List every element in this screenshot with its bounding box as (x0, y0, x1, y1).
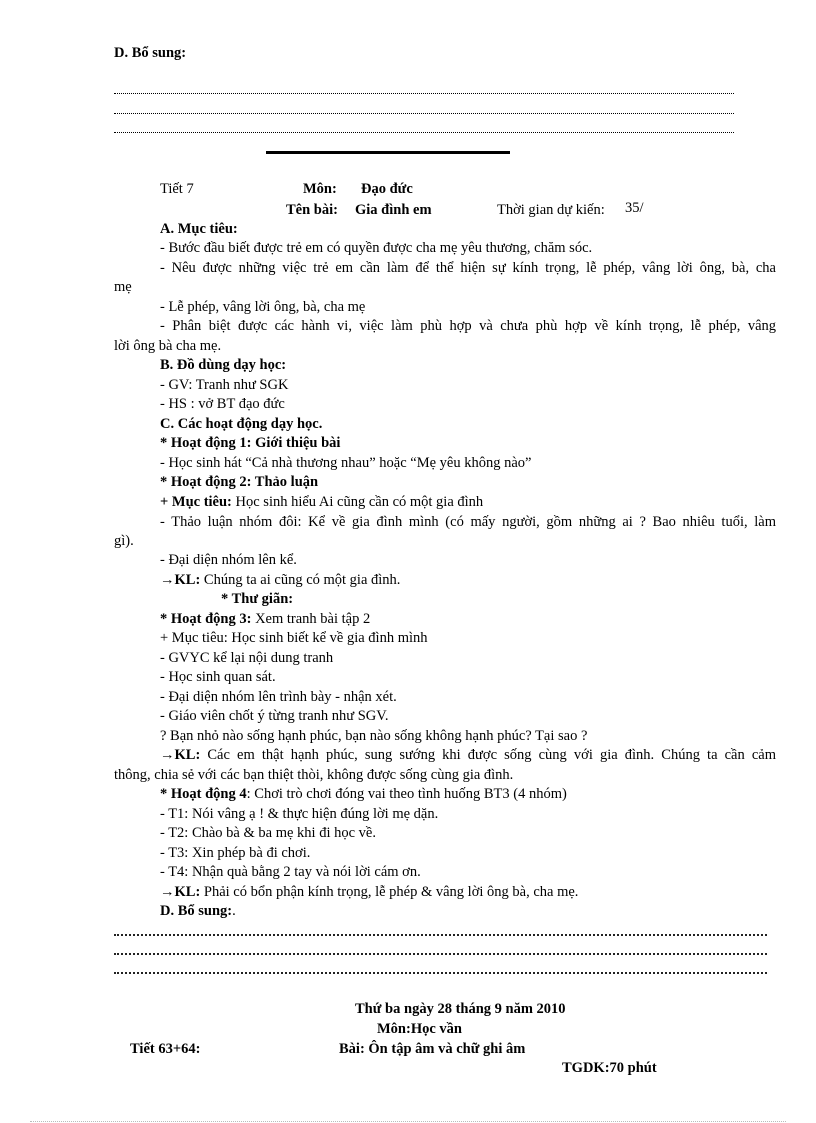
goal-text: Học sinh hiểu Ai cũng cần có một gia đình (231, 494, 484, 510)
activity-line-cont: gì). (114, 533, 134, 549)
activity-3-title: Xem tranh bài tập 2 (251, 611, 371, 627)
activity-3-heading-row (160, 610, 370, 628)
conclusion (160, 883, 578, 901)
material-item: - GV: Tranh như SGK (160, 377, 289, 393)
objective-item: - Lễ phép, vâng lời ông, bà, cha mẹ (160, 299, 366, 315)
objective-item: - Bước đầu biết được trẻ em có quyền được cha mẹ yêu thương, chăm sóc. (160, 240, 593, 256)
activity-3-heading: * Hoạt động 3: (160, 611, 252, 627)
dotted-line (114, 132, 734, 135)
date-heading: Thứ ba ngày 28 tháng 9 năm 2010 (355, 1001, 566, 1017)
next-lesson: Bài: Ôn tập âm và chữ ghi âm (339, 1041, 526, 1057)
next-duration: TGDK:70 phút (562, 1060, 657, 1076)
activity-line: - Đại diện nhóm lên kể. (160, 552, 297, 568)
activity-line: - T1: Nói vâng ạ ! & thực hiện đúng lời mẹ dặn. (160, 806, 439, 822)
dotted-line (114, 972, 767, 976)
next-period: Tiết 63+64: (130, 1041, 201, 1057)
activity-2-heading: * Hoạt động 2: Thảo luận (160, 474, 319, 490)
supplement-row (160, 902, 236, 920)
activity-line: - GVYC kể lại nội dung tranh (160, 650, 334, 666)
section-divider (266, 151, 510, 154)
activity-goal: + Mục tiêu: Học sinh biết kể về gia đình mình (160, 630, 428, 646)
dotted-line (114, 93, 734, 96)
supplement-dot: . (232, 903, 236, 919)
page-edge (30, 1121, 786, 1122)
objectives-heading: A. Mục tiêu: (160, 221, 238, 237)
activity-4-heading-row (160, 785, 567, 803)
activity-line: - Thảo luận nhóm đôi: Kể về gia đình mình (có mấy người, gồm những ai ? Bao nhiêu tuổi, làm (160, 514, 776, 530)
time-label: Thời gian dự kiến: (497, 202, 605, 218)
activity-line: - T3: Xin phép bà đi chơi. (160, 845, 311, 861)
activities-heading: C. Các hoạt động dạy học. (160, 416, 323, 432)
title-value: Gia đình em (355, 202, 432, 218)
subject-label: Môn: (303, 181, 337, 197)
activity-line: - Học sinh quan sát. (160, 669, 276, 685)
relax-heading: * Thư giãn: (221, 591, 294, 607)
conclusion (160, 571, 400, 589)
conclusion-text: Các em thật hạnh phúc, sung sướng khi được sống cùng với gia đình. Chúng ta cần cảm (200, 747, 776, 763)
activity-line: - Giáo viên chốt ý từng tranh như SGV. (160, 708, 389, 724)
activity-4-heading: * Hoạt động 4 (160, 786, 247, 802)
material-item: - HS : vở BT đạo đức (160, 396, 285, 412)
materials-heading: B. Đồ dùng dạy học: (160, 357, 287, 373)
dotted-line (114, 934, 767, 938)
conclusion-cont: thông, chia sẻ với các bạn thiệt thòi, không được sống cùng gia đình. (114, 767, 514, 783)
time-value: 35/ (625, 200, 644, 216)
conclusion-label: →KL: (160, 572, 201, 588)
objective-item-cont: lời ông bà cha mẹ. (114, 338, 222, 354)
conclusion-text: Phải có bổn phận kính trọng, lễ phép & vâng lời ông bà, cha mẹ. (200, 884, 579, 900)
conclusion (160, 746, 776, 764)
objective-item: - Phân biệt được các hành vi, việc làm phù hợp và chưa phù hợp về kính trọng, lễ phép, vâng (160, 318, 776, 334)
objective-item: - Nêu được những việc trẻ em cần làm để thể hiện sự kính trọng, lễ phép, vâng lời ông, bà, cha (160, 260, 776, 276)
period-label: Tiết 7 (160, 181, 194, 197)
activity-question: ? Bạn nhỏ nào sống hạnh phúc, bạn nào sống không hạnh phúc? Tại sao ? (160, 728, 588, 744)
activity-line: - Học sinh hát “Cả nhà thương nhau” hoặc “Mẹ yêu không nào” (160, 455, 532, 471)
activity-line: - Đại diện nhóm lên trình bày - nhận xét. (160, 689, 397, 705)
dotted-line (114, 113, 734, 116)
objective-item-cont: mẹ (114, 279, 132, 295)
activity-line: - T4: Nhận quà bằng 2 tay và nói lời cám ơn. (160, 864, 421, 880)
dotted-line (114, 953, 767, 957)
activity-1-heading: * Hoạt động 1: Giới thiệu bài (160, 435, 341, 451)
subject-value: Đạo đức (361, 181, 413, 197)
next-subject: Môn:Học vần (377, 1021, 462, 1037)
activity-goal (160, 493, 483, 511)
activity-4-title: : Chơi trò chơi đóng vai theo tình huống BT3 (4 nhóm) (246, 786, 567, 802)
conclusion-text: Chúng ta ai cũng có một gia đình. (200, 572, 401, 588)
goal-label: + Mục tiêu: (160, 494, 232, 510)
conclusion-label: →KL: (160, 747, 201, 763)
supplement-heading: D. Bổ sung: (160, 903, 233, 919)
supplement-heading-top: D. Bổ sung: (114, 45, 187, 61)
activity-line: - T2: Chào bà & ba mẹ khi đi học về. (160, 825, 376, 841)
conclusion-label: →KL: (160, 884, 201, 900)
title-label: Tên bài: (286, 202, 338, 218)
